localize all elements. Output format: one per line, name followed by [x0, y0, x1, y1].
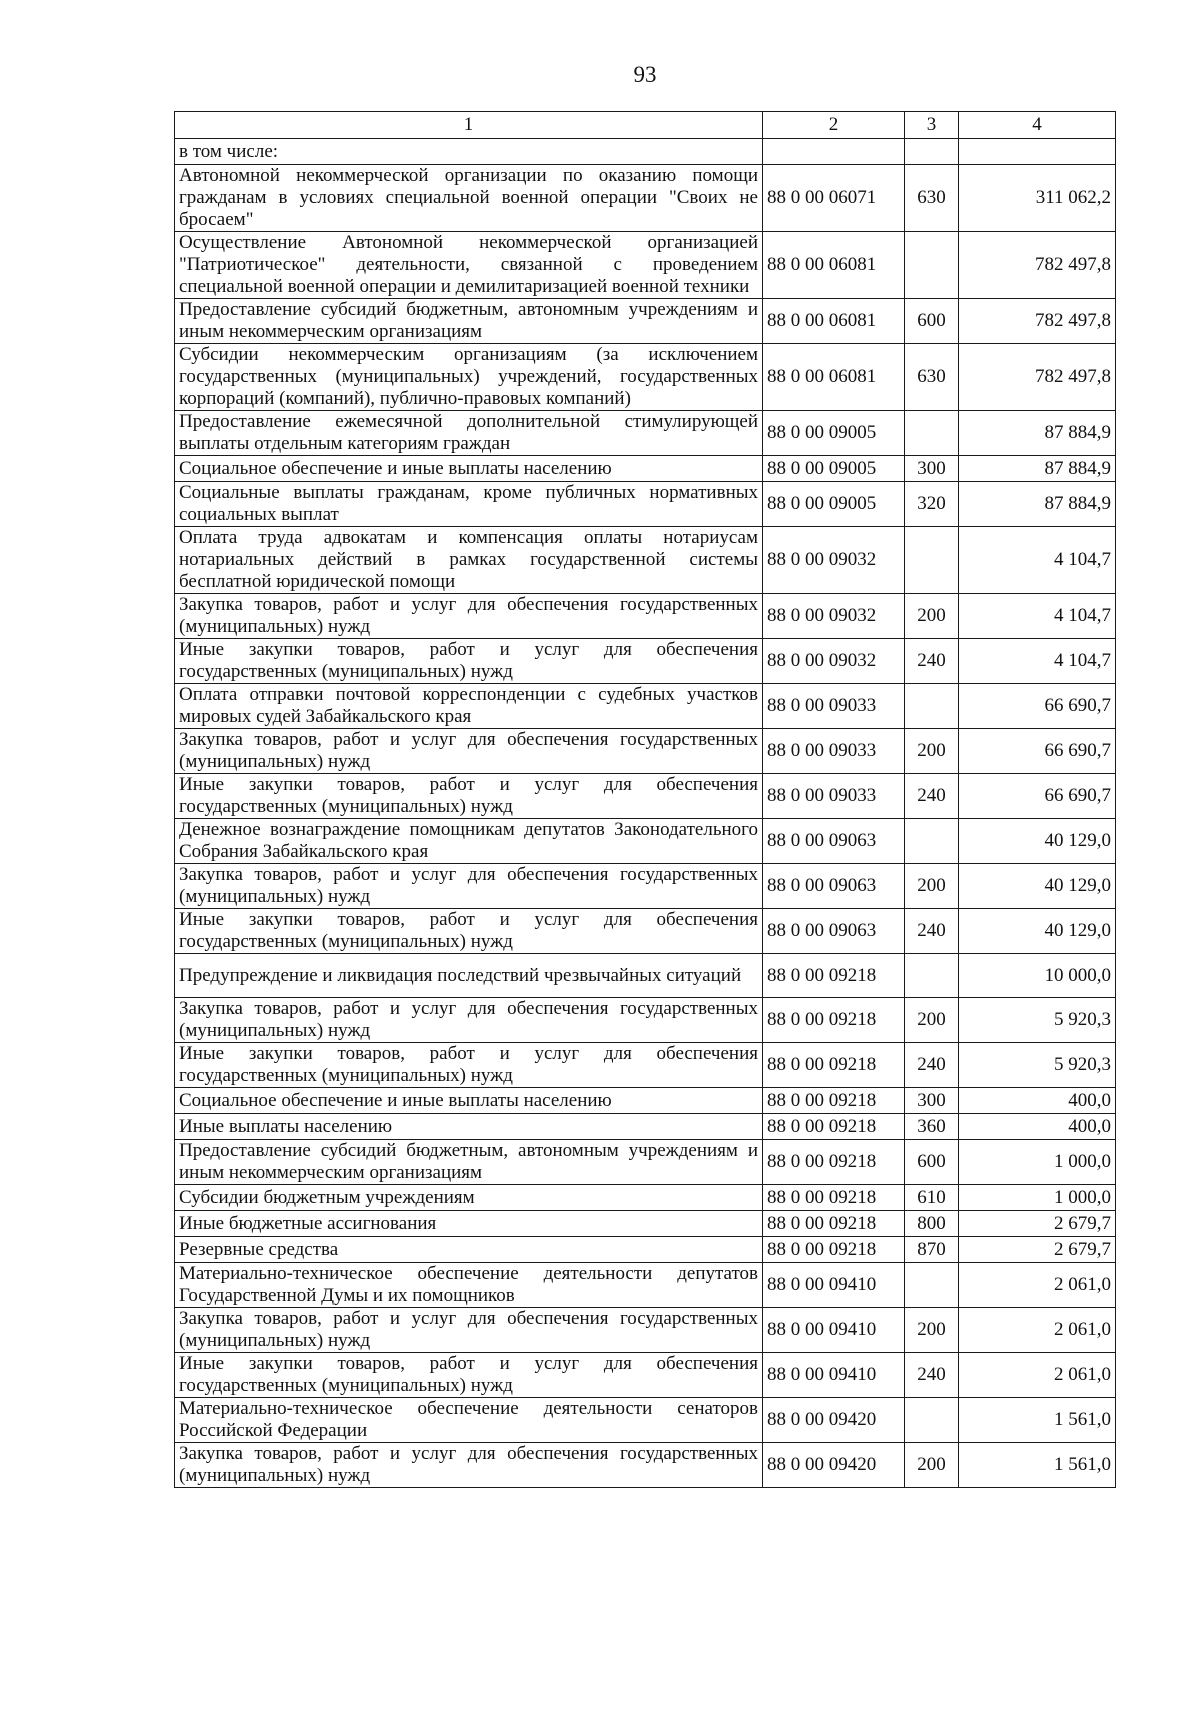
row-type-cell: 300	[905, 1088, 959, 1114]
row-type-cell: 240	[905, 1353, 959, 1398]
row-name-cell: Оплата труда адвокатам и компенсация оплаты нотариусам нотариальных действий в рамках государственной системы бесплатной юридической помощи	[175, 527, 763, 594]
row-code-cell: 88 0 00 09410	[763, 1263, 905, 1308]
row-name-cell: Закупка товаров, работ и услуг для обеспечения государственных (муниципальных) нужд	[175, 864, 763, 909]
table-row	[175, 1443, 1116, 1488]
row-code-cell: 88 0 00 06081	[763, 344, 905, 411]
row-code-cell: 88 0 00 06081	[763, 232, 905, 299]
row-type-cell: 630	[905, 165, 959, 232]
row-code-cell: 88 0 00 09218	[763, 954, 905, 998]
row-type-cell	[905, 411, 959, 456]
row-amount-cell: 4 104,7	[959, 594, 1116, 639]
row-type-cell: 300	[905, 456, 959, 482]
row-type-cell: 240	[905, 909, 959, 954]
table-row	[175, 1043, 1116, 1088]
table-row	[175, 1088, 1116, 1114]
row-amount-cell: 87 884,9	[959, 411, 1116, 456]
table-row	[175, 819, 1116, 864]
row-type-cell	[905, 954, 959, 998]
row-type-cell	[905, 232, 959, 299]
row-amount-cell: 66 690,7	[959, 729, 1116, 774]
row-name-cell: Иные закупки товаров, работ и услуг для обеспечения государственных (муниципальных) нужд	[175, 909, 763, 954]
row-name-cell: Предоставление ежемесячной дополнительной стимулирующей выплаты отдельным категориям граждан	[175, 411, 763, 456]
row-name-cell: Субсидии бюджетным учреждениям	[175, 1185, 763, 1211]
row-amount-cell: 40 129,0	[959, 909, 1116, 954]
row-name-cell: Оплата отправки почтовой корреспонденции с судебных участков мировых судей Забайкальского края	[175, 684, 763, 729]
row-code-cell: 88 0 00 09033	[763, 774, 905, 819]
row-name-cell: Социальное обеспечение и иные выплаты населению	[175, 456, 763, 482]
row-type-cell: 200	[905, 864, 959, 909]
table-row	[175, 954, 1116, 998]
row-name-cell: Предоставление субсидий бюджетным, автономным учреждениям и иным некоммерческим организациям	[175, 299, 763, 344]
row-type-cell: 320	[905, 482, 959, 527]
row-code-cell: 88 0 00 09218	[763, 1140, 905, 1185]
table-row	[175, 684, 1116, 729]
table-row	[175, 411, 1116, 456]
row-type-cell: 600	[905, 299, 959, 344]
row-amount-cell: 1 561,0	[959, 1398, 1116, 1443]
row-amount-cell: 66 690,7	[959, 684, 1116, 729]
row-code-cell	[763, 139, 905, 165]
row-amount-cell: 782 497,8	[959, 232, 1116, 299]
header-col-2: 2	[763, 112, 905, 139]
table-row	[175, 165, 1116, 232]
row-type-cell	[905, 1398, 959, 1443]
row-code-cell: 88 0 00 09218	[763, 998, 905, 1043]
table-row	[175, 456, 1116, 482]
row-name-cell: Социальные выплаты гражданам, кроме публичных нормативных социальных выплат	[175, 482, 763, 527]
row-code-cell: 88 0 00 09032	[763, 527, 905, 594]
row-name-cell: Иные выплаты населению	[175, 1114, 763, 1140]
row-amount-cell: 2 061,0	[959, 1308, 1116, 1353]
row-amount-cell: 5 920,3	[959, 1043, 1116, 1088]
row-amount-cell: 2 679,7	[959, 1211, 1116, 1237]
row-code-cell: 88 0 00 09420	[763, 1398, 905, 1443]
row-type-cell	[905, 139, 959, 165]
row-type-cell: 200	[905, 1308, 959, 1353]
row-type-cell: 870	[905, 1237, 959, 1263]
row-code-cell: 88 0 00 09218	[763, 1211, 905, 1237]
row-name-cell: Закупка товаров, работ и услуг для обеспечения государственных (муниципальных) нужд	[175, 729, 763, 774]
row-code-cell: 88 0 00 06071	[763, 165, 905, 232]
row-code-cell: 88 0 00 09218	[763, 1185, 905, 1211]
table-row	[175, 1211, 1116, 1237]
row-name-cell: Материально-техническое обеспечение деятельности сенаторов Российской Федерации	[175, 1398, 763, 1443]
row-amount-cell: 4 104,7	[959, 527, 1116, 594]
table-row	[175, 299, 1116, 344]
table-row	[175, 998, 1116, 1043]
row-name-cell: Автономной некоммерческой организации по оказанию помощи гражданам в условиях специальной военной операции "Своих не бросаем"	[175, 165, 763, 232]
row-code-cell: 88 0 00 09063	[763, 909, 905, 954]
row-type-cell: 800	[905, 1211, 959, 1237]
row-code-cell: 88 0 00 06081	[763, 299, 905, 344]
row-code-cell: 88 0 00 09410	[763, 1308, 905, 1353]
row-code-cell: 88 0 00 09033	[763, 729, 905, 774]
row-amount-cell: 1 000,0	[959, 1185, 1116, 1211]
row-type-cell: 240	[905, 774, 959, 819]
row-amount-cell: 782 497,8	[959, 299, 1116, 344]
header-col-3: 3	[905, 112, 959, 139]
row-name-cell: Иные закупки товаров, работ и услуг для обеспечения государственных (муниципальных) нужд	[175, 1353, 763, 1398]
row-amount-cell	[959, 139, 1116, 165]
row-type-cell	[905, 1263, 959, 1308]
row-name-cell: Иные бюджетные ассигнования	[175, 1211, 763, 1237]
row-amount-cell: 10 000,0	[959, 954, 1116, 998]
row-name-cell: Иные закупки товаров, работ и услуг для обеспечения государственных (муниципальных) нужд	[175, 639, 763, 684]
row-amount-cell: 400,0	[959, 1114, 1116, 1140]
table-row	[175, 729, 1116, 774]
row-code-cell: 88 0 00 09063	[763, 864, 905, 909]
table-row	[175, 344, 1116, 411]
row-name-cell: Резервные средства	[175, 1237, 763, 1263]
row-name-cell: Материально-техническое обеспечение деятельности депутатов Государственной Думы и их помощников	[175, 1263, 763, 1308]
table-row	[175, 1185, 1116, 1211]
table-body	[175, 139, 1116, 1488]
row-name-cell: Иные закупки товаров, работ и услуг для обеспечения государственных (муниципальных) нужд	[175, 774, 763, 819]
row-type-cell: 610	[905, 1185, 959, 1211]
row-code-cell: 88 0 00 09033	[763, 684, 905, 729]
table-row	[175, 639, 1116, 684]
table-row	[175, 1237, 1116, 1263]
row-code-cell: 88 0 00 09420	[763, 1443, 905, 1488]
row-amount-cell: 40 129,0	[959, 819, 1116, 864]
row-code-cell: 88 0 00 09005	[763, 411, 905, 456]
page-number: 93	[633, 62, 657, 87]
row-name-cell: Предоставление субсидий бюджетным, автономным учреждениям и иным некоммерческим организациям	[175, 1140, 763, 1185]
table-row	[175, 1140, 1116, 1185]
row-amount-cell: 87 884,9	[959, 482, 1116, 527]
table-row	[175, 527, 1116, 594]
row-type-cell: 630	[905, 344, 959, 411]
row-type-cell: 240	[905, 1043, 959, 1088]
row-type-cell: 360	[905, 1114, 959, 1140]
row-name-cell: Социальное обеспечение и иные выплаты населению	[175, 1088, 763, 1114]
budget-table	[174, 111, 1116, 1488]
row-name-cell: Иные закупки товаров, работ и услуг для обеспечения государственных (муниципальных) нужд	[175, 1043, 763, 1088]
row-amount-cell: 4 104,7	[959, 639, 1116, 684]
row-code-cell: 88 0 00 09063	[763, 819, 905, 864]
row-code-cell: 88 0 00 09032	[763, 639, 905, 684]
header-col-1: 1	[175, 112, 763, 139]
row-type-cell	[905, 819, 959, 864]
row-name-cell: Субсидии некоммерческим организациям (за исключением государственных (муниципальных) учреждений, государственных корпораций (компаний), публично-правовых компаний)	[175, 344, 763, 411]
row-code-cell: 88 0 00 09218	[763, 1237, 905, 1263]
row-code-cell: 88 0 00 09410	[763, 1353, 905, 1398]
table-row	[175, 1263, 1116, 1308]
row-amount-cell: 2 061,0	[959, 1263, 1116, 1308]
row-name-cell: Закупка товаров, работ и услуг для обеспечения государственных (муниципальных) нужд	[175, 1308, 763, 1353]
table-row	[175, 1353, 1116, 1398]
row-code-cell: 88 0 00 09218	[763, 1088, 905, 1114]
row-amount-cell: 311 062,2	[959, 165, 1116, 232]
row-amount-cell: 2 061,0	[959, 1353, 1116, 1398]
table-row	[175, 1308, 1116, 1353]
row-amount-cell: 1 000,0	[959, 1140, 1116, 1185]
row-amount-cell: 5 920,3	[959, 998, 1116, 1043]
table-row	[175, 1114, 1116, 1140]
row-code-cell: 88 0 00 09032	[763, 594, 905, 639]
row-name-cell: Предупреждение и ликвидация последствий чрезвычайных ситуаций	[175, 954, 763, 998]
row-amount-cell: 2 679,7	[959, 1237, 1116, 1263]
row-amount-cell: 40 129,0	[959, 864, 1116, 909]
row-amount-cell: 1 561,0	[959, 1443, 1116, 1488]
row-code-cell: 88 0 00 09005	[763, 482, 905, 527]
row-amount-cell: 782 497,8	[959, 344, 1116, 411]
row-name-cell: Денежное вознаграждение помощникам депутатов Законодательного Собрания Забайкальского края	[175, 819, 763, 864]
row-name-cell: Осуществление Автономной некоммерческой организацией "Патриотическое" деятельности, связанной с проведением специальной военной операции и демилитаризацией военной техники	[175, 232, 763, 299]
row-amount-cell: 87 884,9	[959, 456, 1116, 482]
row-type-cell: 240	[905, 639, 959, 684]
table-row	[175, 774, 1116, 819]
table-row	[175, 139, 1116, 165]
row-type-cell: 200	[905, 729, 959, 774]
row-name-cell: Закупка товаров, работ и услуг для обеспечения государственных (муниципальных) нужд	[175, 1443, 763, 1488]
table-row	[175, 909, 1116, 954]
row-type-cell: 600	[905, 1140, 959, 1185]
table-row	[175, 232, 1116, 299]
row-type-cell: 200	[905, 594, 959, 639]
row-type-cell	[905, 684, 959, 729]
row-code-cell: 88 0 00 09005	[763, 456, 905, 482]
row-amount-cell: 400,0	[959, 1088, 1116, 1114]
table-row	[175, 482, 1116, 527]
header-col-4: 4	[959, 112, 1116, 139]
row-name-cell: Закупка товаров, работ и услуг для обеспечения государственных (муниципальных) нужд	[175, 998, 763, 1043]
row-code-cell: 88 0 00 09218	[763, 1043, 905, 1088]
row-code-cell: 88 0 00 09218	[763, 1114, 905, 1140]
row-name-cell: Закупка товаров, работ и услуг для обеспечения государственных (муниципальных) нужд	[175, 594, 763, 639]
table-row	[175, 594, 1116, 639]
row-amount-cell: 66 690,7	[959, 774, 1116, 819]
row-type-cell	[905, 527, 959, 594]
table-row	[175, 864, 1116, 909]
table-header-row	[175, 112, 1116, 139]
row-type-cell: 200	[905, 1443, 959, 1488]
table-row	[175, 1398, 1116, 1443]
row-type-cell: 200	[905, 998, 959, 1043]
row-name-cell: в том числе:	[175, 139, 763, 165]
